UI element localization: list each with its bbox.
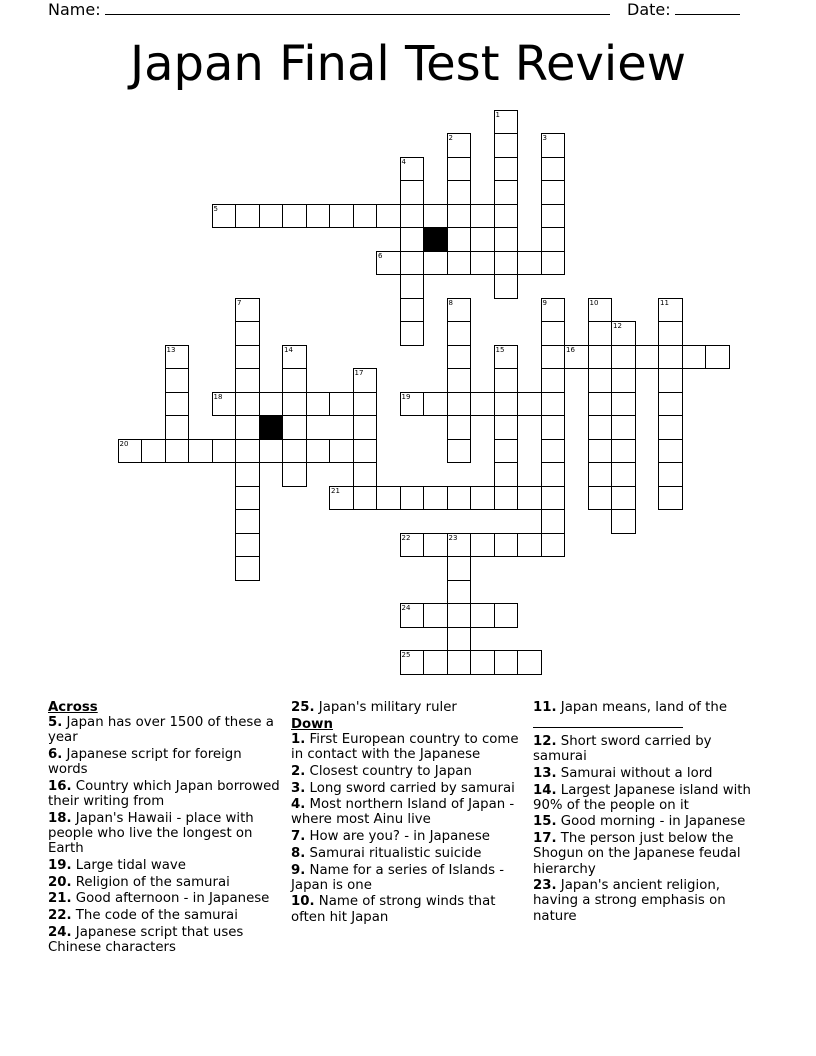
across-clue: [48, 925, 280, 955]
grid-cell[interactable]: [423, 533, 448, 558]
grid-cell[interactable]: [423, 204, 448, 229]
grid-cell[interactable]: [494, 251, 519, 276]
clue-number-label: 14.: [533, 782, 557, 798]
grid-cell[interactable]: [658, 298, 683, 323]
grid-cell[interactable]: [658, 345, 683, 370]
grid-cell[interactable]: [235, 415, 260, 440]
grid-cell[interactable]: [517, 533, 542, 558]
across-clue: [48, 747, 280, 777]
grid-cell[interactable]: [165, 392, 190, 417]
clue-number-label: 21.: [48, 891, 72, 907]
grid-cell[interactable]: [400, 298, 425, 323]
grid-cell[interactable]: [494, 415, 519, 440]
grid-cell[interactable]: [447, 627, 472, 652]
clue-number: 24: [401, 604, 411, 612]
grid-cell[interactable]: [353, 204, 378, 229]
grid-cell[interactable]: [494, 133, 519, 158]
grid-cell[interactable]: [329, 392, 354, 417]
grid-cell[interactable]: [611, 415, 636, 440]
clue-text: The person just below the Shogun on the Japanese feudal hierarchy: [533, 831, 741, 877]
clue-number-label: 2.: [291, 763, 306, 779]
grid-cell[interactable]: [541, 321, 566, 346]
clue-number-label: 11.: [533, 700, 557, 715]
grid-cell[interactable]: [494, 603, 519, 628]
clue-number-label: 24.: [48, 924, 72, 940]
grid-cell[interactable]: [494, 110, 519, 135]
down-clue: [533, 783, 765, 813]
grid-cell[interactable]: [447, 227, 472, 252]
clue-number-label: 1.: [291, 731, 306, 747]
grid-cell[interactable]: [494, 368, 519, 393]
grid-cell[interactable]: [400, 157, 425, 182]
grid-cell[interactable]: [541, 345, 566, 370]
grid-cell[interactable]: [447, 157, 472, 182]
grid-cell[interactable]: [400, 180, 425, 205]
across-clue: [48, 891, 280, 906]
clue-text: Samurai ritualistic suicide: [305, 845, 482, 861]
clue-number: 8: [448, 298, 453, 307]
grid-cell[interactable]: [541, 133, 566, 158]
down-clue: [533, 700, 765, 732]
grid-cell[interactable]: [588, 345, 613, 370]
grid-cell[interactable]: [235, 533, 260, 558]
clue-number-label: 15.: [533, 814, 557, 830]
grid-cell[interactable]: [447, 298, 472, 323]
grid-cell[interactable]: [588, 415, 613, 440]
grid-cell[interactable]: [400, 603, 425, 628]
grid-cell[interactable]: [447, 650, 472, 675]
date-label: Date:: [627, 0, 671, 19]
clue-number-label: 18.: [48, 810, 72, 826]
down-clue: [533, 734, 765, 764]
clue-number: 18: [213, 392, 223, 401]
grid-cell[interactable]: [470, 650, 495, 675]
grid-cell[interactable]: [447, 415, 472, 440]
grid-cell[interactable]: [658, 486, 683, 511]
grid-cell[interactable]: [400, 227, 425, 252]
grid-cell[interactable]: [353, 368, 378, 393]
clue-text: Good afternoon - in Japanese: [71, 891, 270, 907]
clue-number: 6: [378, 251, 383, 260]
clue-text: Long sword carried by samurai: [305, 780, 515, 796]
grid-cell[interactable]: [165, 345, 190, 370]
grid-cell[interactable]: [541, 157, 566, 182]
grid-cell[interactable]: [541, 368, 566, 393]
clue-number: 11: [660, 298, 669, 307]
grid-cell[interactable]: [494, 180, 519, 205]
grid-cell[interactable]: [353, 415, 378, 440]
grid-cell[interactable]: [423, 650, 448, 675]
grid-cell[interactable]: [541, 251, 566, 276]
grid-cell[interactable]: [165, 439, 190, 464]
grid-cell[interactable]: [282, 462, 307, 487]
grid-cell[interactable]: [611, 486, 636, 511]
grid-cell[interactable]: [494, 345, 519, 370]
grid-cell[interactable]: [165, 415, 190, 440]
grid-cell[interactable]: [658, 462, 683, 487]
clue-text: Japan means, land of the: [556, 700, 727, 715]
grid-cell[interactable]: [447, 486, 472, 511]
across-clue: [48, 908, 280, 923]
clue-text: How are you? - in Japanese: [305, 829, 490, 845]
grid-cell[interactable]: [282, 415, 307, 440]
clue-number-label: 9.: [291, 862, 306, 878]
grid-cell[interactable]: [235, 392, 260, 417]
grid-cell[interactable]: [353, 392, 378, 417]
grid-cell[interactable]: [282, 368, 307, 393]
grid-cell[interactable]: [494, 392, 519, 417]
grid-cell[interactable]: [259, 439, 284, 464]
clue-number: 22: [401, 533, 411, 542]
clue-number: 16: [566, 345, 575, 354]
grid-cell[interactable]: [494, 533, 519, 558]
clue-number-label: 20.: [48, 874, 72, 890]
clue-text: First European country to come in contact with the Japanese: [291, 731, 519, 763]
clue-text: Large tidal wave: [71, 858, 186, 874]
down-heading: Down: [291, 716, 333, 732]
grid-cell[interactable]: [376, 251, 401, 276]
grid-cell[interactable]: [282, 439, 307, 464]
grid-cell[interactable]: [588, 368, 613, 393]
down-clue: [291, 863, 523, 893]
grid-cell[interactable]: [400, 392, 425, 417]
grid-cell[interactable]: [235, 298, 260, 323]
clue-number: 12: [613, 322, 622, 330]
down-clue: [291, 797, 523, 827]
clue-number: 25: [401, 651, 411, 659]
grid-cell[interactable]: [329, 486, 354, 511]
grid-cell[interactable]: [259, 204, 284, 229]
grid-cell[interactable]: [235, 204, 260, 229]
grid-cell[interactable]: [470, 603, 495, 628]
clue-text: Short sword carried by samurai: [533, 733, 712, 765]
grid-cell[interactable]: [611, 439, 636, 464]
grid-cell[interactable]: [447, 580, 472, 605]
grid-cell[interactable]: [447, 392, 472, 417]
clue-number-label: 23.: [533, 878, 557, 894]
clue-number-label: 16.: [48, 779, 72, 795]
clue-number: 20: [119, 439, 129, 448]
across-clue: [291, 700, 523, 715]
clue-text: Japan's ancient religion, having a strong emphasis on nature: [533, 878, 726, 924]
name-label: Name:: [48, 0, 101, 19]
clue-text: Most northern Island of Japan - where most Ainu live: [291, 797, 515, 828]
grid-cell[interactable]: [658, 415, 683, 440]
across-clue: [48, 875, 280, 890]
grid-cell[interactable]: [635, 345, 660, 370]
grid-cell[interactable]: [470, 204, 495, 229]
grid-cell[interactable]: [400, 204, 425, 229]
grid-cell[interactable]: [611, 368, 636, 393]
grid-cell[interactable]: [400, 251, 425, 276]
page-title: Japan Final Test Review: [129, 36, 687, 92]
grid-cell[interactable]: [400, 533, 425, 558]
clue-text: Good morning - in Japanese: [556, 814, 746, 830]
down-clue: [533, 814, 765, 829]
grid-cell[interactable]: [329, 439, 354, 464]
grid-cell[interactable]: [306, 204, 331, 229]
grid-cell[interactable]: [447, 603, 472, 628]
grid-cell[interactable]: [447, 133, 472, 158]
grid-cell[interactable]: [447, 345, 472, 370]
grid-cell[interactable]: [541, 392, 566, 417]
grid-cell[interactable]: [541, 204, 566, 229]
grid-cell[interactable]: [235, 439, 260, 464]
grid-cell[interactable]: [494, 462, 519, 487]
grid-cell[interactable]: [282, 345, 307, 370]
grid-cell[interactable]: [306, 392, 331, 417]
clue-number-label: 10.: [291, 894, 315, 910]
grid-cell[interactable]: [517, 650, 542, 675]
clue-number-label: 8.: [291, 845, 306, 861]
clue-number: 13: [166, 345, 176, 354]
clue-number-label: 6.: [48, 747, 63, 763]
down-clue: [291, 846, 523, 861]
grid-cell[interactable]: [494, 486, 519, 511]
clue-number: 2: [448, 134, 453, 142]
clue-number: 23: [448, 533, 458, 542]
down-clue: [291, 781, 523, 796]
grid-cell[interactable]: [611, 509, 636, 534]
clue-number: 9: [542, 298, 547, 307]
grid-cell[interactable]: [235, 462, 260, 487]
grid-cell[interactable]: [235, 368, 260, 393]
black-square: [424, 228, 448, 252]
grid-cell[interactable]: [470, 486, 495, 511]
clue-number-label: 12.: [533, 733, 557, 749]
grid-cell[interactable]: [235, 556, 260, 581]
grid-cell[interactable]: [353, 486, 378, 511]
grid-cell[interactable]: [658, 368, 683, 393]
clue-number: 3: [542, 134, 547, 142]
grid-cell[interactable]: [423, 392, 448, 417]
grid-cell[interactable]: [611, 321, 636, 346]
grid-cell[interactable]: [588, 439, 613, 464]
grid-cell[interactable]: [306, 439, 331, 464]
grid-cell[interactable]: [447, 321, 472, 346]
grid-cell[interactable]: [470, 251, 495, 276]
grid-cell[interactable]: [235, 321, 260, 346]
grid-cell[interactable]: [541, 298, 566, 323]
grid-cell[interactable]: [588, 392, 613, 417]
grid-cell[interactable]: [517, 486, 542, 511]
clue-number: 7: [237, 298, 242, 307]
clue-text: Japan's Hawaii - place with people who live the longest on Earth: [48, 810, 254, 857]
grid-cell[interactable]: [235, 509, 260, 534]
clue-text: Japanese script that uses Chinese characters: [48, 924, 244, 956]
grid-cell[interactable]: [400, 650, 425, 675]
grid-cell[interactable]: [118, 439, 143, 464]
grid-cell[interactable]: [376, 486, 401, 511]
grid-cell[interactable]: [494, 227, 519, 252]
clue-number: 5: [213, 204, 218, 213]
clue-number-label: 7.: [291, 829, 306, 845]
clue-text: Closest country to Japan: [305, 763, 472, 779]
grid-cell[interactable]: [282, 392, 307, 417]
grid-cell[interactable]: [541, 462, 566, 487]
grid-cell[interactable]: [447, 180, 472, 205]
clue-number: 10: [589, 298, 599, 307]
grid-cell[interactable]: [494, 650, 519, 675]
clue-number-label: 25.: [291, 700, 315, 715]
clue-number-label: 5.: [48, 715, 63, 731]
grid-cell[interactable]: [447, 368, 472, 393]
grid-cell[interactable]: [564, 345, 589, 370]
grid-cell[interactable]: [470, 533, 495, 558]
grid-cell[interactable]: [212, 439, 237, 464]
grid-cell[interactable]: [588, 321, 613, 346]
clue-number-label: 17.: [533, 831, 557, 847]
clue-number: 21: [331, 486, 340, 495]
across-clue: [48, 779, 280, 809]
clue-text: Name for a series of Islands - Japan is one: [291, 862, 505, 893]
grid-cell[interactable]: [447, 204, 472, 229]
clue-number: 19: [401, 392, 411, 401]
down-clue: [533, 831, 765, 877]
clue-text: Largest Japanese island with 90% of the people on it: [533, 782, 751, 813]
clue-text: Religion of the samurai: [71, 874, 230, 890]
grid-cell[interactable]: [400, 321, 425, 346]
grid-cell[interactable]: [423, 603, 448, 628]
clue-number: 17: [354, 369, 364, 377]
clue-text: The code of the samurai: [71, 908, 238, 924]
across-clue: [48, 858, 280, 873]
clue-text: Country which Japan borrowed their writing from: [48, 779, 280, 810]
clue-number-label: 13.: [533, 765, 557, 781]
grid-cell[interactable]: [141, 439, 166, 464]
clue-number-label: 4.: [291, 797, 306, 813]
grid-cell[interactable]: [611, 345, 636, 370]
down-clue: [291, 732, 523, 762]
grid-cell[interactable]: [329, 204, 354, 229]
grid-cell[interactable]: [517, 251, 542, 276]
grid-cell[interactable]: [517, 392, 542, 417]
answer-blank: [533, 715, 683, 728]
clue-text: Name of strong winds that often hit Japan: [291, 894, 496, 925]
across-heading: Across: [48, 700, 98, 715]
grid-cell[interactable]: [447, 533, 472, 558]
down-clue: [291, 764, 523, 779]
grid-cell[interactable]: [541, 533, 566, 558]
grid-cell[interactable]: [470, 392, 495, 417]
clue-text: Japanese script for foreign words: [48, 747, 242, 778]
grid-cell[interactable]: [212, 392, 237, 417]
grid-cell[interactable]: [611, 462, 636, 487]
grid-cell[interactable]: [494, 439, 519, 464]
clues-column-2: [291, 700, 523, 926]
clues-column-1: [48, 700, 280, 957]
grid-cell[interactable]: [447, 439, 472, 464]
grid-cell[interactable]: [541, 227, 566, 252]
clue-number-label: 22.: [48, 908, 72, 924]
grid-cell[interactable]: [658, 321, 683, 346]
grid-cell[interactable]: [541, 439, 566, 464]
grid-cell[interactable]: [541, 509, 566, 534]
grid-cell[interactable]: [235, 486, 260, 511]
grid-cell[interactable]: [588, 486, 613, 511]
grid-cell[interactable]: [400, 486, 425, 511]
grid-cell[interactable]: [541, 180, 566, 205]
grid-cell[interactable]: [259, 392, 284, 417]
grid-cell[interactable]: [541, 486, 566, 511]
grid-cell[interactable]: [658, 439, 683, 464]
grid-cell[interactable]: [494, 204, 519, 229]
clue-number: 15: [495, 345, 505, 354]
grid-cell[interactable]: [705, 345, 730, 370]
clue-text: Samurai without a lord: [556, 765, 713, 781]
grid-cell[interactable]: [588, 462, 613, 487]
black-square: [259, 416, 283, 440]
grid-cell[interactable]: [353, 462, 378, 487]
grid-cell[interactable]: [447, 251, 472, 276]
grid-cell[interactable]: [658, 392, 683, 417]
clue-text: Japan has over 1500 of these a year: [48, 715, 274, 746]
down-clue: [533, 766, 765, 781]
grid-cell[interactable]: [165, 368, 190, 393]
grid-cell[interactable]: [212, 204, 237, 229]
grid-cell[interactable]: [541, 415, 566, 440]
grid-cell[interactable]: [423, 486, 448, 511]
grid-cell[interactable]: [188, 439, 213, 464]
clue-number-label: 19.: [48, 858, 72, 874]
grid-cell[interactable]: [353, 439, 378, 464]
grid-cell[interactable]: [494, 157, 519, 182]
grid-cell[interactable]: [447, 556, 472, 581]
grid-cell[interactable]: [400, 274, 425, 299]
grid-cell[interactable]: [588, 298, 613, 323]
down-clue: [291, 829, 523, 844]
clue-number: 1: [495, 110, 500, 119]
clue-number-label: 3.: [291, 780, 306, 796]
down-clue: [533, 878, 765, 924]
clue-text: Japan's military ruler: [314, 700, 457, 715]
across-clue: [48, 811, 280, 857]
across-clue: [48, 715, 280, 745]
grid-cell[interactable]: [235, 345, 260, 370]
clue-number: 14: [284, 345, 293, 354]
grid-cell[interactable]: [423, 251, 448, 276]
down-clue: [291, 894, 523, 924]
grid-cell[interactable]: [282, 204, 307, 229]
grid-cell[interactable]: [611, 392, 636, 417]
clues-column-3: [533, 700, 765, 925]
grid-cell[interactable]: [682, 345, 707, 370]
grid-cell[interactable]: [494, 274, 519, 299]
clue-number: 4: [401, 157, 406, 166]
grid-cell[interactable]: [376, 204, 401, 229]
